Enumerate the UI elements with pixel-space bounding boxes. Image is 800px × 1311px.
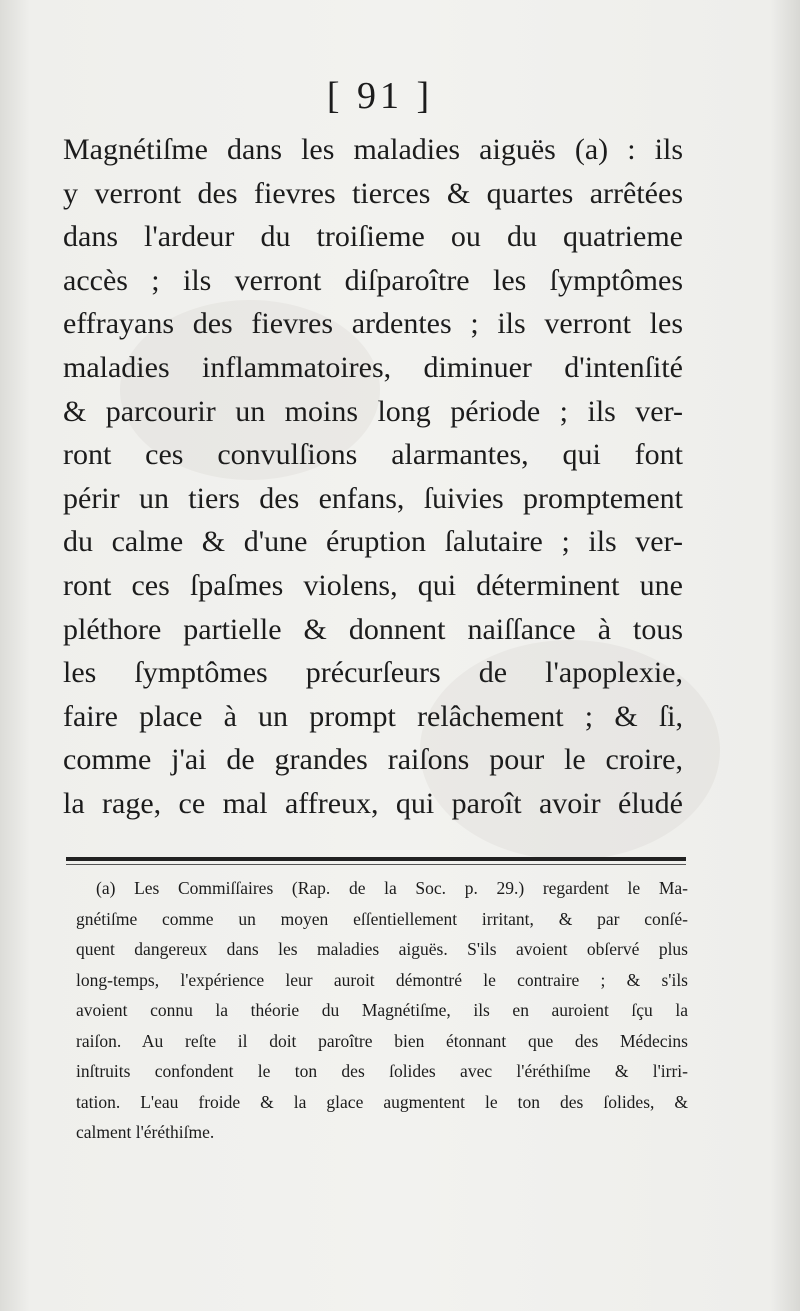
footnote-line: calment l'éréthiſme.: [76, 1122, 215, 1142]
footnote-line: avoient connu la théorie du Magnétiſme, ils en auroient ſçu la: [76, 1000, 688, 1020]
footnote-line: raiſon. Au reſte il doit paroître bien étonnant que des Médecins: [76, 1030, 688, 1051]
text-line: Magnétiſme dans les maladies aiguës (a) : ils: [63, 133, 683, 166]
text-line: du calme & d'une éruption ſalutaire ; ils ver-: [63, 525, 683, 559]
text-line: accès ; ils verront diſparoître les ſymptômes: [63, 263, 683, 297]
text-line: pléthore partielle & donnent naiſſance à tous: [63, 612, 683, 646]
text-line: la rage, ce mal affreux, qui paroît avoir éludé: [63, 786, 683, 820]
footnote-divider-thin: [66, 864, 686, 865]
main-text: [63, 128, 683, 826]
text-line: comme j'ai de grandes raiſons pour le croire,: [63, 743, 683, 777]
page-number: [ 91 ]: [326, 75, 434, 117]
text-line: y verront des fievres tierces & quartes arrêtées: [63, 176, 683, 210]
text-line: périr un tiers des enfans, ſuivies promptement: [63, 481, 683, 515]
text-line: ront ces ſpaſmes violens, qui déterminent une: [63, 568, 683, 602]
footnote: [76, 873, 688, 1148]
text-line: les ſymptômes précurſeurs de l'apoplexie,: [63, 656, 683, 690]
footnote-line: long-temps, l'expérience leur auroit démontré le contraire ; & s'ils: [76, 969, 688, 990]
text-line: ront ces convulſions alarmantes, qui font: [63, 438, 683, 472]
text-line: dans l'ardeur du troiſieme ou du quatrieme: [63, 220, 683, 254]
text-line: & parcourir un moins long période ; ils ver-: [63, 394, 683, 428]
footnote-line: quent dangereux dans les maladies aiguës. S'ils avoient obſervé plus: [76, 939, 688, 959]
text-line: faire place à un prompt relâchement ; & ſi,: [63, 699, 683, 733]
footnote-line: gnétiſme comme un moyen eſſentiellement irritant, & par conſé-: [76, 908, 688, 929]
footnote-line: inſtruits confondent le ton des ſolides avec l'éréthiſme & l'irri-: [76, 1061, 688, 1081]
footnote-line: (a) Les Commiſſaires (Rap. de la Soc. p. 29.) regardent le Ma-: [96, 878, 688, 898]
footnote-line: tation. L'eau froide & la glace augmentent le ton des ſolides, &: [76, 1091, 688, 1112]
text-line: maladies inflammatoires, diminuer d'intenſité: [63, 350, 683, 384]
footnote-divider: [66, 857, 686, 861]
text-line: effrayans des fievres ardentes ; ils verront les: [63, 307, 683, 341]
